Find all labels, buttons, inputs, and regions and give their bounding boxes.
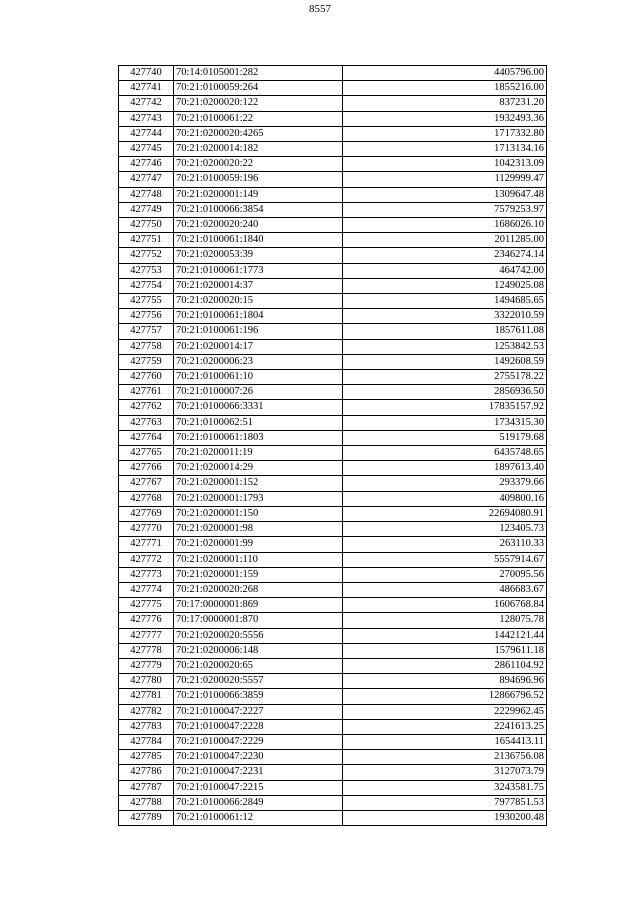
cadastral-number: 70:21:0200014:182: [174, 142, 343, 157]
cadastral-number: 70:21:0200001:110: [174, 552, 343, 567]
row-number: 427765: [119, 446, 174, 461]
cadastral-number: 70:21:0100061:1840: [174, 233, 343, 248]
cadastral-value: 1309647.48: [343, 187, 547, 202]
table-row: [119, 795, 547, 810]
table-row: [119, 248, 547, 263]
table-row: [119, 506, 547, 521]
table-row: [119, 81, 547, 96]
cadastral-number: 70:21:0200020:15: [174, 294, 343, 309]
row-number: 427761: [119, 385, 174, 400]
table-row: [119, 734, 547, 749]
cadastral-number: 70:21:0100066:3859: [174, 689, 343, 704]
cadastral-value: 1042313.09: [343, 157, 547, 172]
cadastral-number: 70:21:0100007:26: [174, 385, 343, 400]
cadastral-number: 70:21:0100061:1804: [174, 309, 343, 324]
cadastral-number: 70:21:0200001:1793: [174, 491, 343, 506]
cadastral-value: 1579611.18: [343, 643, 547, 658]
row-number: 427740: [119, 66, 174, 81]
row-number: 427778: [119, 643, 174, 658]
cadastral-value: 1249025.08: [343, 278, 547, 293]
table-row: [119, 430, 547, 445]
row-number: 427781: [119, 689, 174, 704]
cadastral-number: 70:21:0200001:150: [174, 506, 343, 521]
row-number: 427748: [119, 187, 174, 202]
table-row: [119, 96, 547, 111]
cadastral-number: 70:21:0100047:2229: [174, 734, 343, 749]
cadastral-number: 70:21:0200001:149: [174, 187, 343, 202]
table-row: [119, 613, 547, 628]
cadastral-number: 70:21:0200011:19: [174, 446, 343, 461]
table-row: [119, 157, 547, 172]
cadastral-value: 2861104.92: [343, 658, 547, 673]
cadastral-value: 1494685.65: [343, 294, 547, 309]
cadastral-value: 519179.68: [343, 430, 547, 445]
row-number: 427759: [119, 354, 174, 369]
cadastral-number: 70:21:0100047:2230: [174, 750, 343, 765]
row-number: 427753: [119, 263, 174, 278]
page-number: 8557: [309, 3, 331, 15]
row-number: 427782: [119, 704, 174, 719]
row-number: 427776: [119, 613, 174, 628]
table-row: [119, 719, 547, 734]
row-number: 427764: [119, 430, 174, 445]
row-number: 427789: [119, 810, 174, 825]
cadastral-number: 70:21:0100047:2231: [174, 765, 343, 780]
table-row: [119, 172, 547, 187]
cadastral-value: 837231.20: [343, 96, 547, 111]
cadastral-number: 70:21:0200020:4265: [174, 126, 343, 141]
table-body: [119, 66, 547, 826]
cadastral-value: 2011285.00: [343, 233, 547, 248]
row-number: 427756: [119, 309, 174, 324]
cadastral-number: 70:21:0200020:5557: [174, 674, 343, 689]
cadastral-value: 1713134.16: [343, 142, 547, 157]
cadastral-number: 70:21:0200020:65: [174, 658, 343, 673]
row-number: 427745: [119, 142, 174, 157]
table-row: [119, 567, 547, 582]
cadastral-value: 1855216.00: [343, 81, 547, 96]
cadastral-value: 7977851.53: [343, 795, 547, 810]
row-number: 427787: [119, 780, 174, 795]
table-row: [119, 628, 547, 643]
cadastral-value: 1930200.48: [343, 810, 547, 825]
table-row: [119, 278, 547, 293]
cadastral-value: 6435748.65: [343, 446, 547, 461]
table-row: [119, 446, 547, 461]
cadastral-number: 70:21:0200006:148: [174, 643, 343, 658]
cadastral-number: 70:21:0100047:2215: [174, 780, 343, 795]
cadastral-value: 22694080.91: [343, 506, 547, 521]
cadastral-value: 486683.67: [343, 582, 547, 597]
table-row: [119, 522, 547, 537]
cadastral-value: 1717332.80: [343, 126, 547, 141]
row-number: 427757: [119, 324, 174, 339]
row-number: 427786: [119, 765, 174, 780]
table-row: [119, 126, 547, 141]
cadastral-number: 70:21:0200020:268: [174, 582, 343, 597]
row-number: 427751: [119, 233, 174, 248]
row-number: 427746: [119, 157, 174, 172]
table-row: [119, 187, 547, 202]
cadastral-number: 70:21:0100047:2228: [174, 719, 343, 734]
row-number: 427768: [119, 491, 174, 506]
row-number: 427784: [119, 734, 174, 749]
cadastral-value: 1932493.36: [343, 111, 547, 126]
cadastral-value: 17835157.92: [343, 400, 547, 415]
table-row: [119, 263, 547, 278]
cadastral-number: 70:21:0200053:39: [174, 248, 343, 263]
row-number: 427749: [119, 202, 174, 217]
table-row: [119, 750, 547, 765]
cadastral-value: 409800.16: [343, 491, 547, 506]
cadastral-value: 2346274.14: [343, 248, 547, 263]
cadastral-number: 70:21:0200001:159: [174, 567, 343, 582]
cadastral-value: 2229962.45: [343, 704, 547, 719]
cadastral-value: 5557914.67: [343, 552, 547, 567]
cadastral-value: 123405.73: [343, 522, 547, 537]
cadastral-number: 70:21:0100061:22: [174, 111, 343, 126]
cadastral-value: 128075.78: [343, 613, 547, 628]
cadastral-number: 70:21:0100066:2849: [174, 795, 343, 810]
cadastral-number: 70:21:0100061:1803: [174, 430, 343, 445]
row-number: 427771: [119, 537, 174, 552]
row-number: 427783: [119, 719, 174, 734]
row-number: 427777: [119, 628, 174, 643]
table-row: [119, 339, 547, 354]
row-number: 427774: [119, 582, 174, 597]
cadastral-value: 894696.96: [343, 674, 547, 689]
row-number: 427752: [119, 248, 174, 263]
row-number: 427775: [119, 598, 174, 613]
cadastral-number: 70:21:0100066:3854: [174, 202, 343, 217]
cadastral-value: 1606768.84: [343, 598, 547, 613]
cadastral-value: 2755178.22: [343, 370, 547, 385]
row-number: 427760: [119, 370, 174, 385]
cadastral-value: 1857611.08: [343, 324, 547, 339]
cadastral-value: 1897613.40: [343, 461, 547, 476]
cadastral-number: 70:21:0100061:1773: [174, 263, 343, 278]
cadastral-number: 70:21:0100061:196: [174, 324, 343, 339]
cadastral-number: 70:17:0000001:870: [174, 613, 343, 628]
cadastral-number: 70:21:0200020:5556: [174, 628, 343, 643]
table-row: [119, 400, 547, 415]
cadastral-number: 70:21:0200014:37: [174, 278, 343, 293]
table-row: [119, 202, 547, 217]
row-number: 427766: [119, 461, 174, 476]
cadastral-number: 70:17:0000001:869: [174, 598, 343, 613]
row-number: 427779: [119, 658, 174, 673]
cadastral-value: 1129999.47: [343, 172, 547, 187]
cadastral-number: 70:21:0200020:122: [174, 96, 343, 111]
row-number: 427755: [119, 294, 174, 309]
cadastral-value: 7579253.97: [343, 202, 547, 217]
table-row: [119, 810, 547, 825]
cadastral-value: 2136756.08: [343, 750, 547, 765]
table-row: [119, 704, 547, 719]
table-row: [119, 674, 547, 689]
cadastral-number: 70:21:0100059:196: [174, 172, 343, 187]
table-row: [119, 689, 547, 704]
row-number: 427780: [119, 674, 174, 689]
row-number: 427785: [119, 750, 174, 765]
table-row: [119, 552, 547, 567]
row-number: 427758: [119, 339, 174, 354]
table-row: [119, 643, 547, 658]
cadastral-number: 70:21:0100066:3331: [174, 400, 343, 415]
table-row: [119, 780, 547, 795]
cadastral-number: 70:21:0200001:152: [174, 476, 343, 491]
table-row: [119, 142, 547, 157]
table-row: [119, 461, 547, 476]
cadastral-value: 263110.33: [343, 537, 547, 552]
row-number: 427762: [119, 400, 174, 415]
cadastral-number: 70:21:0100059:264: [174, 81, 343, 96]
table-row: [119, 491, 547, 506]
cadastral-value: 2856936.50: [343, 385, 547, 400]
cadastral-number: 70:21:0100047:2227: [174, 704, 343, 719]
table-row: [119, 765, 547, 780]
cadastral-number: 70:21:0200020:240: [174, 218, 343, 233]
row-number: 427772: [119, 552, 174, 567]
cadastral-value: 270095.56: [343, 567, 547, 582]
table-row: [119, 370, 547, 385]
table-row: [119, 415, 547, 430]
cadastral-number: 70:21:0200006:23: [174, 354, 343, 369]
table-row: [119, 111, 547, 126]
cadastral-number: 70:21:0200014:17: [174, 339, 343, 354]
table-row: [119, 582, 547, 597]
cadastral-value: 1654413.11: [343, 734, 547, 749]
row-number: 427743: [119, 111, 174, 126]
cadastral-value: 1442121.44: [343, 628, 547, 643]
cadastral-value: 1686026.10: [343, 218, 547, 233]
table-row: [119, 66, 547, 81]
cadastral-value: 1734315.30: [343, 415, 547, 430]
cadastral-number: 70:21:0200001:99: [174, 537, 343, 552]
table-row: [119, 658, 547, 673]
table-row: [119, 476, 547, 491]
row-number: 427754: [119, 278, 174, 293]
table-row: [119, 309, 547, 324]
row-number: 427788: [119, 795, 174, 810]
table-row: [119, 324, 547, 339]
cadastral-number: 70:21:0200001:98: [174, 522, 343, 537]
cadastral-number: 70:21:0200014:29: [174, 461, 343, 476]
cadastral-number: 70:21:0100061:12: [174, 810, 343, 825]
table-row: [119, 218, 547, 233]
cadastral-value-table: [118, 65, 547, 826]
table-row: [119, 354, 547, 369]
row-number: 427763: [119, 415, 174, 430]
row-number: 427773: [119, 567, 174, 582]
cadastral-value: 4405796.00: [343, 66, 547, 81]
row-number: 427767: [119, 476, 174, 491]
table-row: [119, 233, 547, 248]
row-number: 427770: [119, 522, 174, 537]
row-number: 427744: [119, 126, 174, 141]
row-number: 427747: [119, 172, 174, 187]
table-row: [119, 598, 547, 613]
cadastral-number: 70:21:0200020:22: [174, 157, 343, 172]
row-number: 427769: [119, 506, 174, 521]
cadastral-number: 70:21:0100061:10: [174, 370, 343, 385]
row-number: 427742: [119, 96, 174, 111]
cadastral-number: 70:14:0105001:282: [174, 66, 343, 81]
table-row: [119, 294, 547, 309]
table-row: [119, 385, 547, 400]
cadastral-value: 12866796.52: [343, 689, 547, 704]
cadastral-value: 1253842.53: [343, 339, 547, 354]
row-number: 427750: [119, 218, 174, 233]
cadastral-value: 464742.00: [343, 263, 547, 278]
cadastral-value: 3127073.79: [343, 765, 547, 780]
cadastral-value: 3322010.59: [343, 309, 547, 324]
cadastral-value: 293379.66: [343, 476, 547, 491]
row-number: 427741: [119, 81, 174, 96]
cadastral-value: 1492608.59: [343, 354, 547, 369]
cadastral-number: 70:21:0100062:51: [174, 415, 343, 430]
table-row: [119, 537, 547, 552]
cadastral-value: 2241613.25: [343, 719, 547, 734]
cadastral-value: 3243581.75: [343, 780, 547, 795]
